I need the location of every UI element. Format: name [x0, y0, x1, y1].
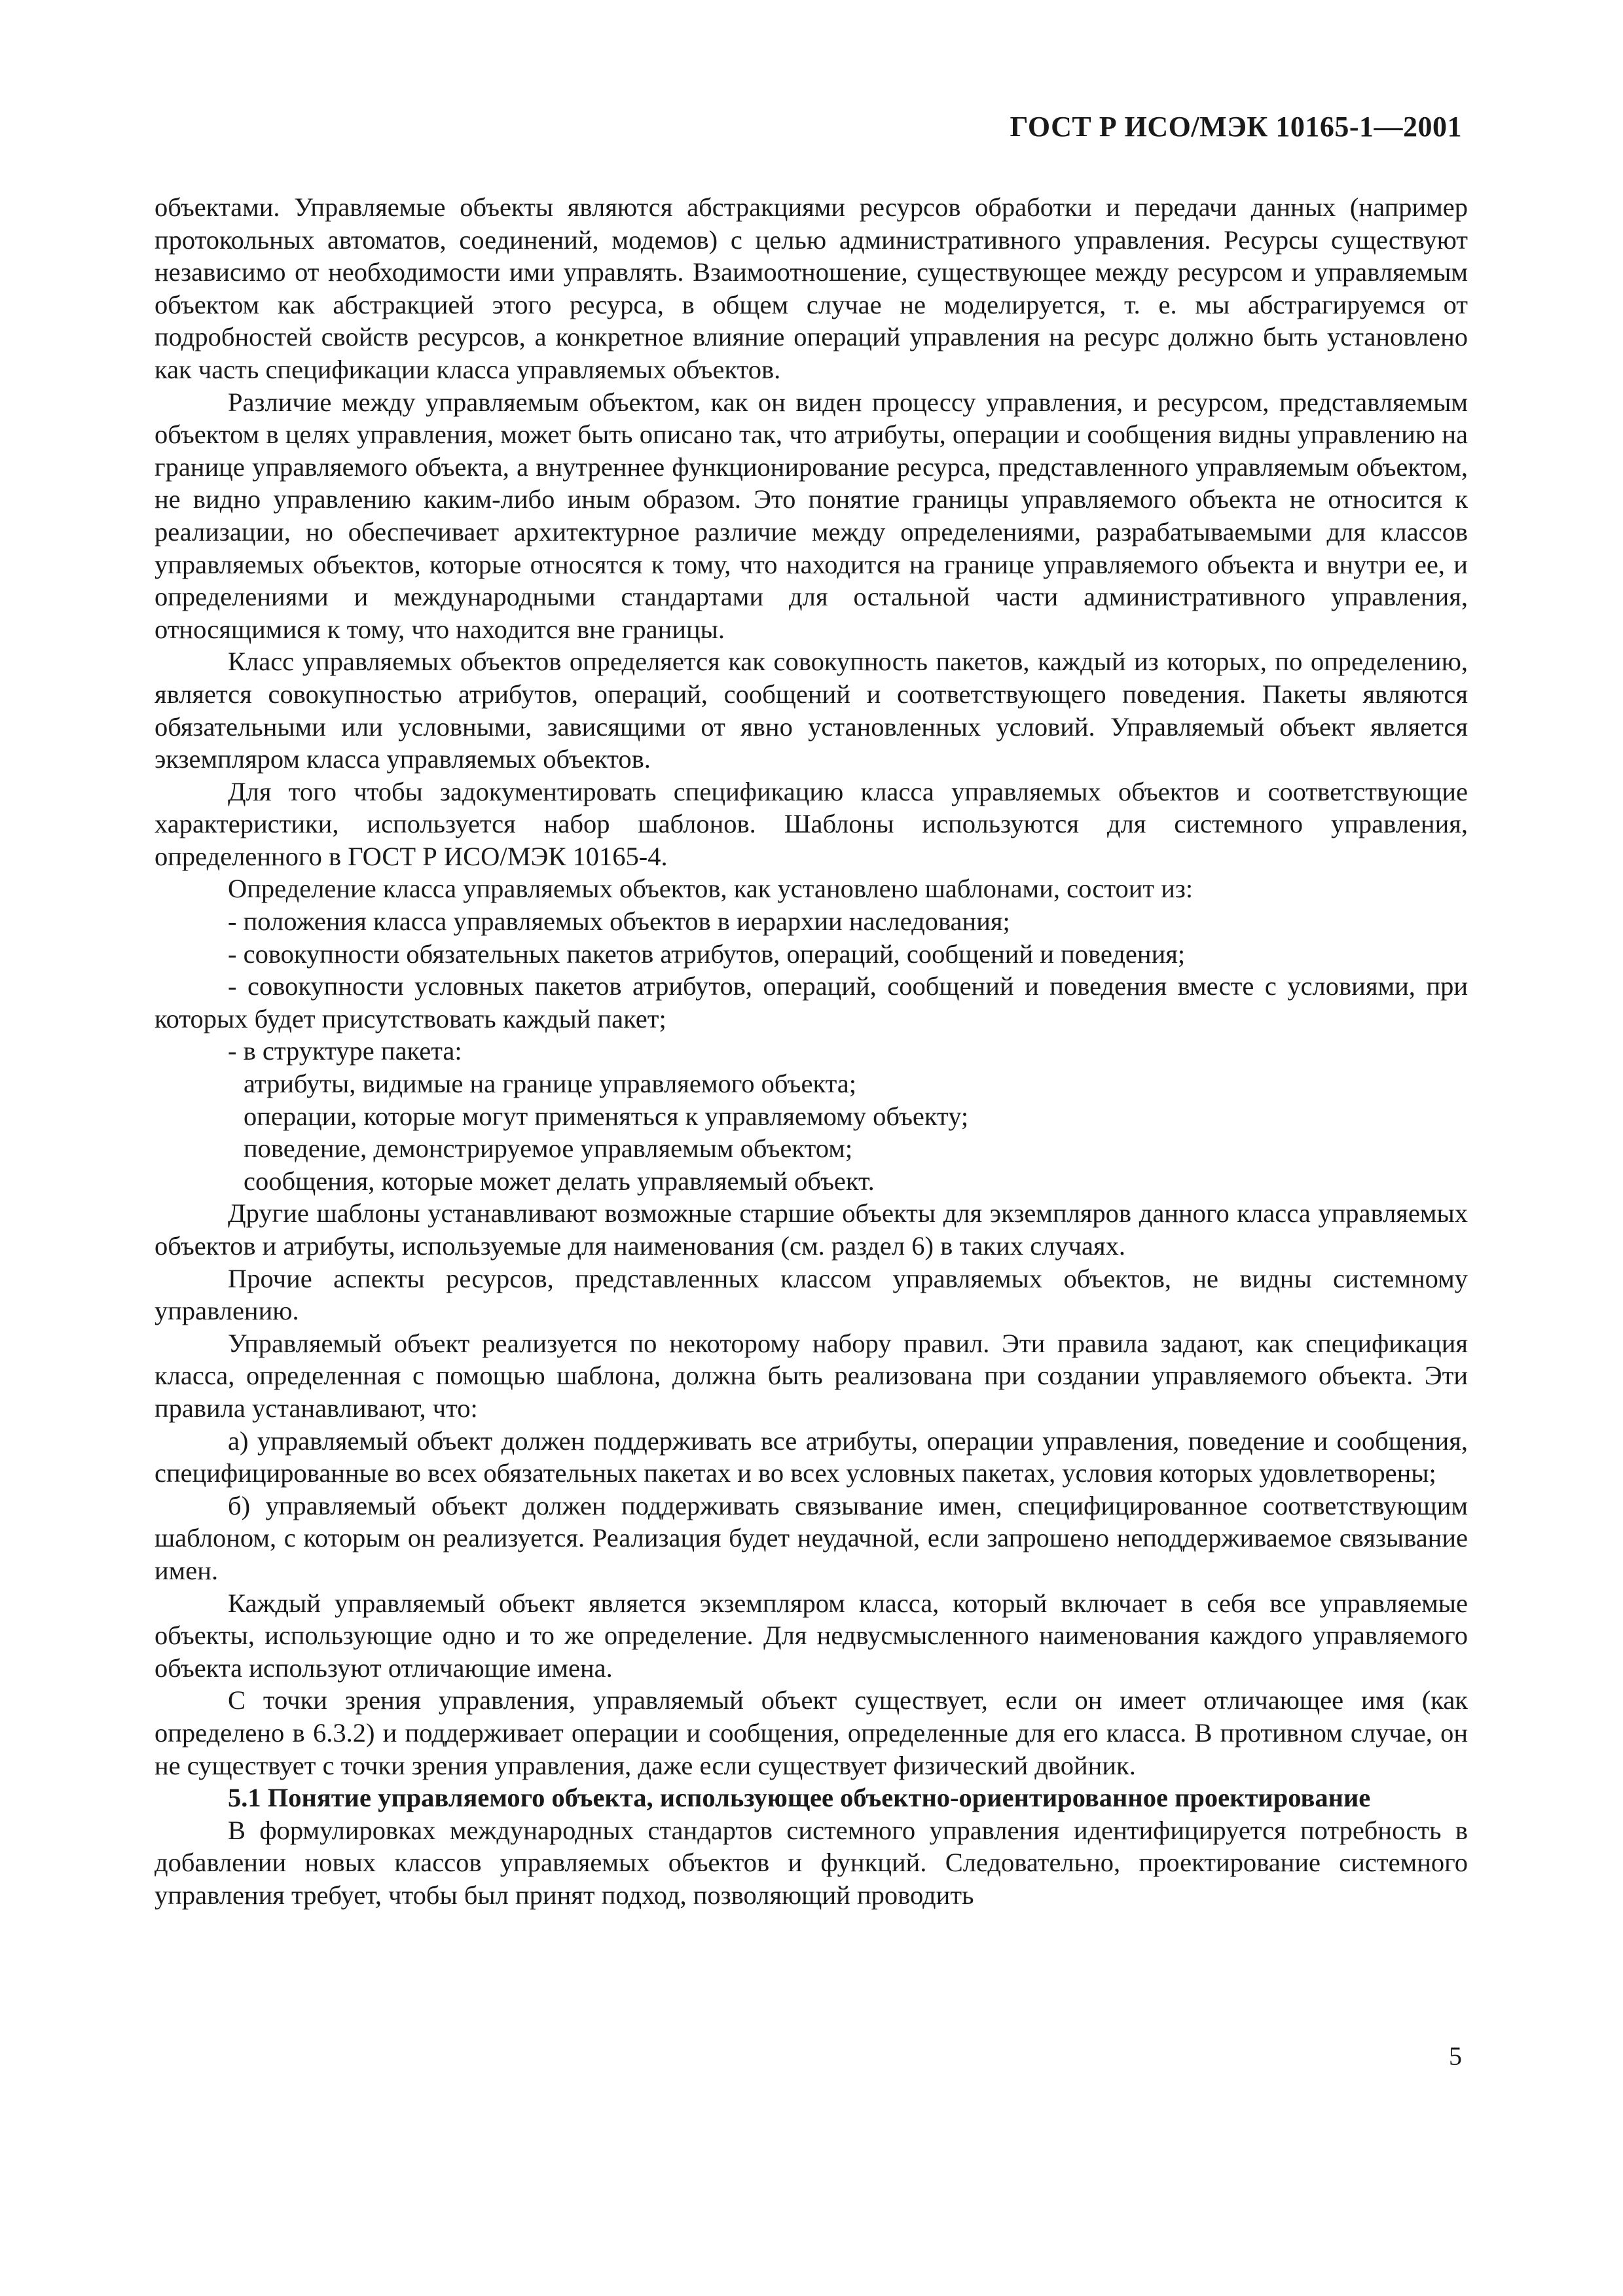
- paragraph: Управляемый объект реализуется по некоторому набору правил. Эти правила задают, как спецификация класса, определенная с помощью шаблона, должна быть реализована при создании управляемого объекта. Эти правила устанавливают, что:: [155, 1328, 1468, 1423]
- body-text: [155, 191, 1468, 1911]
- paragraph: Различие между управляемым объектом, как он виден процессу управления, и ресурсом, представляемым объектом в целях управления, может быть описано так, что атрибуты, операции и сообщения видны управлению на границе управляемого объекта, а внутреннее функционирование ресурса, представленного управляемым объектом, не видно управлению каким-либо иным образом. Это понятие границы управляемого объекта не относится к реализации, но обеспечивает архитектурное различие между определениями, разрабатываемыми для классов управляемых объектов, которые относятся к тому, что находится на границе управляемого объекта и внутри ее, и определениями и международными стандартами для остальной части административного управления, относящимися к тому, что находится вне границы.: [155, 387, 1468, 644]
- paragraph: Класс управляемых объектов определяется как совокупность пакетов, каждый из которых, по определению, является совокупностью атрибутов, операций, сообщений и соответствующего поведения. Пакеты являются обязательными или условными, зависящими от явно установленных условий. Управляемый объект является экземпляром класса управляемых объектов.: [155, 647, 1468, 774]
- list-subitem: поведение, демонстрируемое управляемым объектом;: [244, 1134, 853, 1164]
- paragraph: Определение класса управляемых объектов, как установлено шаблонами, состоит из:: [228, 874, 1194, 904]
- paragraph: - совокупности условных пакетов атрибутов, операций, сообщений и поведения вместе с условиями, при которых будет присутствовать каждый пакет;: [155, 971, 1468, 1033]
- paragraph: Каждый управляемый объект является экземпляром класса, который включает в себя все управляемые объекты, использующие одно и то же определение. Для недвусмысленного наименования каждого управляемого объекта используют отличающие имена.: [155, 1588, 1468, 1683]
- paragraph: В формулировках международных стандартов системного управления идентифицируется потребность в добавлении новых классов управляемых объектов и функций. Следовательно, проектирование системного управления требует, чтобы был принят подход, позволяющий проводить: [155, 1815, 1468, 1910]
- standard-header: ГОСТ Р ИСО/МЭК 10165-1—2001: [1010, 111, 1462, 143]
- paragraph: Другие шаблоны устанавливают возможные старшие объекты для экземпляров данного класса управляемых объектов и атрибуты, используемые для наименования (см. раздел 6) в таких случаях.: [155, 1198, 1468, 1261]
- paragraph: С точки зрения управления, управляемый объект существует, если он имеет отличающее имя (как определено в 6.3.2) и поддерживает операции и сообщения, определенные для его класса. В противном случае, он не существует с точки зрения управления, даже если существует физический двойник.: [155, 1685, 1468, 1780]
- list-subitem: операции, которые могут применяться к управляемому объекту;: [244, 1101, 969, 1131]
- paragraph: объектами. Управляемые объекты являются абстракциями ресурсов обработки и передачи данных (например протокольных автоматов, соединений, модемов) с целью административного управления. Ресурсы существуют независимо от необходимости ими управлять. Взаимоотношение, существующее между ресурсом и управляемым объектом как абстракцией этого ресурса, в общем случае не моделируется, т. е. мы абстрагируемся от подробностей свойств ресурсов, а конкретное влияние операций управления на ресурс должно быть установлено как часть спецификации класса управляемых объектов.: [155, 192, 1468, 384]
- paragraph: а) управляемый объект должен поддерживать все атрибуты, операции управления, поведение и сообщения, специфицированные во всех обязательных пакетах и во всех условных пакетах, условия которых удовлетворены;: [155, 1426, 1468, 1488]
- paragraph: - в структуре пакета:: [228, 1036, 462, 1066]
- paragraph: Для того чтобы задокументировать спецификацию класса управляемых объектов и соответствующие характеристики, используется набор шаблонов. Шаблоны используются для системного управления, определенного в ГОСТ Р ИСО/МЭК 10165-4.: [155, 776, 1468, 871]
- paragraph: б) управляемый объект должен поддерживать связывание имен, специфицированное соответствующим шаблоном, с которым он реализуется. Реализация будет неудачной, если запрошено неподдерживаемое связывание имен.: [155, 1490, 1468, 1585]
- paragraph: - совокупности обязательных пакетов атрибутов, операций, сообщений и поведения;: [228, 939, 1186, 969]
- page-number: 5: [1449, 2041, 1462, 2071]
- list-subitem: атрибуты, видимые на границе управляемого объекта;: [244, 1069, 857, 1099]
- list-subitem: сообщения, которые может делать управляемый объект.: [244, 1166, 875, 1196]
- paragraph: - положения класса управляемых объектов в иерархии наследования;: [228, 906, 1010, 937]
- paragraph: Прочие аспекты ресурсов, представленных классом управляемых объектов, не видны системному управлению.: [155, 1263, 1468, 1326]
- section-heading: 5.1 Понятие управляемого объекта, использующее объектно-ориентированное проектирование: [228, 1783, 1371, 1813]
